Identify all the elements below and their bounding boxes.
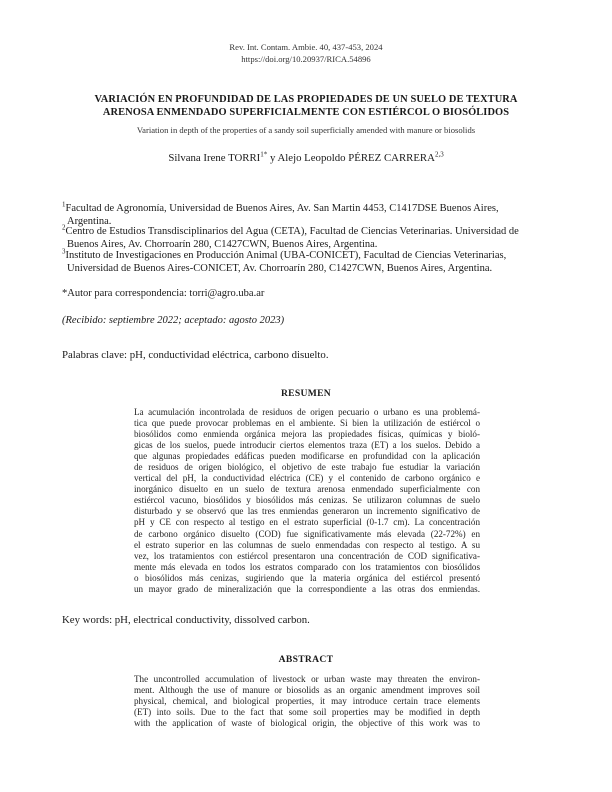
author-list [0,152,612,164]
resumen-line: biosólidos como enmienda orgánica mejora las propiedades físicas, químicas y bioló- [134,429,480,440]
affiliation-2-line-2: Buenos Aires, Av. Chorroarín 280, C1427CWN, Buenos Aires, Argentina. [67,238,378,250]
abstract-line: The uncontrolled accumulation of livestock or urban waste may threaten the environ- [134,674,480,684]
received-dates: (Recibido: septiembre 2022; aceptado: agosto 2023) [62,315,285,326]
abstract-line: physical, chemical, and biological properties, it may introduce certain trace elements [134,696,480,707]
affiliation-2 [62,223,550,251]
resumen-line: disturbado y se observó que las tres enmiendas generaron un incremento significativo de [134,506,480,517]
resumen-heading: RESUMEN [280,388,332,399]
affiliation-2-line-1: Centro de Estudios Transdisciplinarios del Agua (CETA), Facultad de Ciencias Veterinarias. Universidad de [65,226,519,237]
resumen-line: de carbono orgánico disuelto (COD) fue significativamente más elevada (22-72%) en [134,528,480,539]
resumen-line: de residuos de origen biológico, el objetivo de este trabajo fue estudiar la variación [134,462,480,473]
journal-doi: https://doi.org/10.20937/RICA.54896 [241,53,371,64]
affiliation-3 [62,247,550,275]
author-1-name: Silvana Irene TORRI [168,152,261,164]
journal-citation: Rev. Int. Contam. Ambie. 40, 437-453, 2024 [229,42,383,52]
abstract-line: (ET) into soils. Due to the fact that some soil properties may be modified in depth [134,707,480,718]
resumen-line: vertical del pH, la conductividad eléctrica (CE) y el contenido de carbono orgánico e [134,473,480,484]
resumen-line: que algunas propiedades edáficas pueden modificarse en profundidad con la aplicación [134,451,480,462]
affiliation-1-line-1: Facultad de Agronomía, Universidad de Buenos Aires, Av. San Martin 4453, C1417DSE Buenos Aires, [65,203,499,214]
author-2-sup: 2,3 [434,150,444,159]
affiliation-3-line-2: Universidad de Buenos Aires-CONICET, Av. Chorroarín 280, C1427CWN, Buenos Aires, Argentina. [67,262,493,274]
affiliation-1-num: 1 [62,200,66,209]
affiliation-1 [62,200,550,228]
author-2-name: Alejo Leopoldo PÉREZ CARRERA [277,152,435,164]
resumen-line: gicas de los suelos, puede introducir ciertos elementos traza (ET) a los suelos. Debido a [134,440,480,451]
resumen-line: o biosólidos más cenizas, sugiriendo que la materia orgánica del estiércol presentó [134,572,480,583]
abstract-line: ment. Although the use of manure or biosolids as an organic amendment improves soil [134,685,480,696]
resumen-line: La acumulación incontrolada de residuos de origen pecuario o urbano es una problemá- [134,407,480,417]
affiliation-1-line-2: Argentina. [67,215,112,227]
author-1-sup: 1* [260,150,268,159]
keywords-es: Palabras clave: pH, conductividad eléctrica, carbono disuelto. [62,349,329,361]
title-es-line-2: ARENOSA ENMENDADO SUPERFICIALMENTE CON ESTIÉRCOL O BIOSÓLIDOS [102,106,510,118]
resumen-body [134,407,480,595]
abstract-line: with the application of waste of biological origin, the objective of this work was to [134,718,480,729]
article-title-es [60,94,552,119]
affiliation-2-num: 2 [62,223,66,232]
affiliation-3-num: 3 [62,247,66,256]
correspondence-line: *Autor para correspondencia: torri@agro.uba.ar [62,288,265,299]
resumen-line: vez, los tratamientos con estiércol presentaron una concentración de COD significativa- [134,550,480,561]
affiliation-3-line-1: Instituto de Investigaciones en Producción Animal (UBA-CONICET), Facultad de Ciencias Veterinarias, [65,250,507,261]
abstract-body [134,674,480,729]
resumen-line: el estrato superior en las columnas de suelo enmendadas con respecto al testigo. A su [134,539,480,550]
resumen-line: mente más elevada en todos los estratos comparado con los tratamientos con biosólidos [134,561,480,572]
keywords-en: Key words: pH, electrical conductivity, dissolved carbon. [62,614,310,626]
resumen-line: un mayor grado de mineralización que la correspondiente a las otras dos enmiendas. [134,583,480,594]
resumen-line: inorgánico disuelto en un suelo de textura arenosa enmendado superficialmente con [134,484,480,495]
author-conjunction: y [267,152,278,164]
journal-header [0,42,612,65]
article-title-en: Variation in depth of the properties of a sandy soil superficially amended with manure or biosolids [136,125,476,135]
resumen-line: pH y CE con respecto al testigo en el estrato superficial (0-1.7 cm). La concentración [134,517,480,528]
resumen-line: tica que puede provocar problemas en el ambiente. Si bien la utilización de estiércol o [134,418,480,429]
abstract-heading: ABSTRACT [278,654,334,665]
resumen-line: estiércol vacuno, biosólidos y biosólidos más cenizas. Se utilizaron columnas de suelo [134,495,480,506]
title-es-line-1: VARIACIÓN EN PROFUNDIDAD DE LAS PROPIEDADES DE UN SUELO DE TEXTURA [94,94,518,105]
